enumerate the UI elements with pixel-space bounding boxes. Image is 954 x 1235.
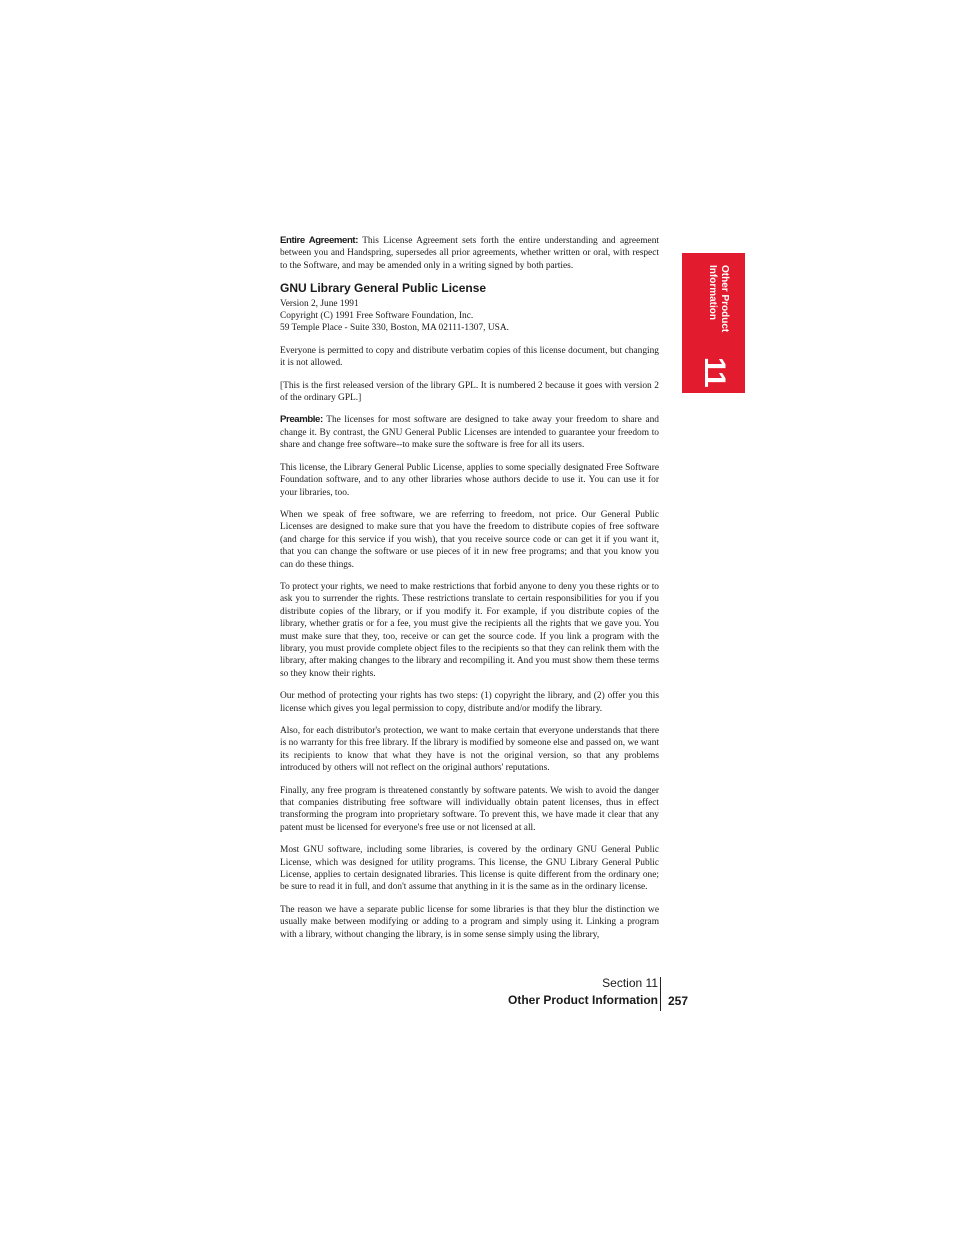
footer-divider <box>660 977 661 1011</box>
address-line: 59 Temple Place - Suite 330, Boston, MA 02111-1307, USA. <box>280 323 509 334</box>
entire-agreement-paragraph <box>280 235 659 272</box>
version-block <box>280 298 659 335</box>
paragraph-body: Most GNU software, including some libraries, is covered by the ordinary GNU General Public License, which was designed for utility programs. This license, the GNU Library General Public License, applies to certain designated libraries. This license is quite different from the ordinary one; be sure to read it in full, and don't assume that anything in it is the same as in the ordinary license. <box>280 845 659 893</box>
chapter-tab-number: 11 <box>698 357 731 387</box>
entire-agreement-text: This License Agreement sets forth the entire understanding and agreement between you and Handspring, supersedes all prior agreements, whether written or oral, with respect to the Software, and may be amended only in a writing signed by both parties. <box>280 236 659 271</box>
gnu-license-heading: GNU Library General Public License <box>280 281 487 296</box>
chapter-tab-number-wrap <box>696 357 736 387</box>
chapter-tab-label-line2: Information <box>707 265 718 320</box>
chapter-tab-label-line1: Other Product <box>719 265 730 333</box>
footer-title: Other Product Information <box>508 993 658 1007</box>
paragraph-body: Finally, any free program is threatened constantly by software patents. We wish to avoid the danger that companies distributing free software will individually obtain patent licenses, thus in effect transforming the program into proprietary software. To prevent this, we have made it clear that any patent must be licensed for everyone's free use or not licensed at all. <box>280 785 659 833</box>
preamble-text: The licenses for most software are designed to take away your freedom to share and change it. By contrast, the GNU General Public Licenses are intended to guarantee your freedom to share and change free software--to make sure the software is free for all its users. <box>280 415 659 451</box>
paragraph-version-note: [This is the first released version of the library GPL. It is numbered 2 because it goes with version 2 of the ordinary GPL.] <box>280 380 659 404</box>
preamble-lead: Preamble: <box>280 414 323 426</box>
paragraph-body: Our method of protecting your rights has two steps: (1) copyright the library, and (2) offer you this license which gives you legal permission to copy, distribute and/or modify the library. <box>280 691 659 714</box>
paragraph-body: Also, for each distributor's protection, we want to make certain that everyone understands that there is no warranty for this free library. If the library is modified by someone else and passed on, we want its recipients to know that what they have is not the original version, so that any problems introduced by others will not reflect on the original authors' reputations. <box>280 726 659 774</box>
chapter-tab-label <box>696 265 730 345</box>
footer-section: Section 11 <box>602 976 658 990</box>
entire-agreement-lead: Entire Agreement: <box>280 235 359 246</box>
chapter-tab <box>682 253 745 393</box>
paragraph-body: This license, the Library General Public License, applies to some specially designated Free Software Foundation software, and to any other libraries whose authors decide to use it. You can use it for your libraries, too. <box>280 462 659 498</box>
page-content <box>280 235 659 951</box>
paragraph-body: To protect your rights, we need to make restrictions that forbid anyone to deny you these rights or to ask you to surrender the rights. These restrictions translate to certain responsibilities for you if you distribute copies of the library, or if you modify it. For example, if you distribute copies of the library, whether gratis or for a fee, you must give the recipients all the rights that we gave you. You must make sure that they, too, receive or can get the source code. If you link a program with the library, you must provide complete object files to the recipients so that they can relink them with the library, after making changes to the library and recompiling it. And you must show them these terms so they know their rights. <box>280 581 659 679</box>
preamble-paragraph <box>280 414 659 451</box>
copyright-line: Copyright (C) 1991 Free Software Foundation, Inc. <box>280 311 474 322</box>
paragraph-body: When we speak of free software, we are referring to freedom, not price. Our General Public Licenses are designed to make sure that you have the freedom to distribute copies of free software (and charge for this service if you wish), that you receive source code or can get it if you want it, that you can change the software or use pieces of it in new free programs; and that you know you can do these things. <box>280 509 659 570</box>
paragraph-permission: Everyone is permitted to copy and distribute verbatim copies of this license document, but changing it is not allowed. <box>280 345 659 369</box>
page-number: 257 <box>668 994 689 1008</box>
paragraph-body: The reason we have a separate public license for some libraries is that they blur the distinction we usually make between modifying or adding to a program and simply using it. Linking a program with a library, without changing the library, is in some sense simply using the library, <box>280 904 659 940</box>
page-footer <box>508 975 658 1009</box>
version-line: Version 2, June 1991 <box>280 298 359 309</box>
